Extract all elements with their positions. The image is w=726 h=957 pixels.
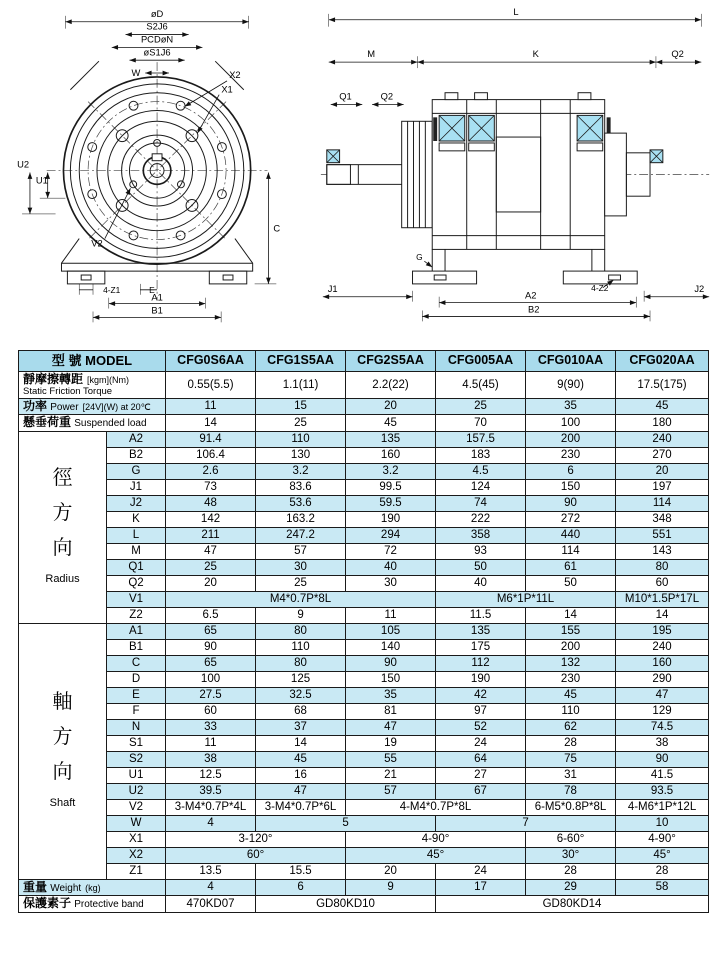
front-view-geometry [47,61,268,300]
dimension-value: 59.5 [346,495,436,511]
dimension-value: 20 [166,575,256,591]
dim-label-v2: V2 [91,238,103,249]
dimension-value: 39.5 [166,783,256,799]
dimension-value: 551 [616,527,709,543]
dimension-value: 110 [256,431,346,447]
front-view-dimensions [17,9,280,323]
dimension-value: 190 [346,511,436,527]
table-header-row [19,351,709,372]
model-name-cfg010aa: CFG010AA [526,351,616,372]
dimension-value: 80 [616,559,709,575]
dimension-value: 52 [436,719,526,735]
footer-value: GD80KD14 [436,896,709,913]
footer-value: 470KD07 [166,896,256,913]
dim-label-q2: Q2 [380,91,394,102]
spec-value: 14 [166,415,256,432]
dimension-value: 30 [256,559,346,575]
table-row [19,591,709,607]
dimension-value: 14 [256,735,346,751]
dim-label-q2-top: Q2 [671,49,684,60]
spec-value: 35 [526,398,616,415]
table-row [19,623,709,639]
dimension-label: G [107,463,166,479]
dimension-value: 35 [346,687,436,703]
spec-value: 20 [346,398,436,415]
dimension-label: S2 [107,751,166,767]
dimension-value: 57 [346,783,436,799]
dimension-value: 41.5 [616,767,709,783]
dimension-value: 240 [616,639,709,655]
dimension-value: 25 [256,575,346,591]
dimension-value: 230 [526,447,616,463]
table-row [19,671,709,687]
dimension-value: 33 [166,719,256,735]
dimension-value: 74.5 [616,719,709,735]
dimension-value: 32.5 [256,687,346,703]
dimension-value: 160 [346,447,436,463]
footer-value: 17 [436,879,526,896]
dimension-value: 24 [436,735,526,751]
spec-value: 2.2(22) [346,372,436,399]
dimension-label: N [107,719,166,735]
side-view-drawing [318,5,714,345]
dimension-label: B2 [107,447,166,463]
dimension-value: 68 [256,703,346,719]
dimension-value: 38 [166,751,256,767]
dimension-value: 4.5 [436,463,526,479]
dimension-value: 272 [526,511,616,527]
dimension-value: 12.5 [166,767,256,783]
spec-row-label: 懸垂荷重 Suspended load [19,415,166,432]
table-row [19,415,709,432]
table-row [19,783,709,799]
dimension-value: 11 [346,607,436,623]
dimension-label: V2 [107,799,166,815]
dim-label-l: L [513,6,519,17]
dimension-value: 4-90° [346,831,526,847]
table-row [19,735,709,751]
dimension-value: 19 [346,735,436,751]
spec-value: 25 [256,415,346,432]
dimension-value: 125 [256,671,346,687]
dimension-value: 91.4 [166,431,256,447]
dimension-value: 21 [346,767,436,783]
table-row [19,767,709,783]
spec-value: 9(90) [526,372,616,399]
dimension-value: 183 [436,447,526,463]
table-row [19,831,709,847]
dimension-value: 114 [526,543,616,559]
dimension-value: 81 [346,703,436,719]
section-title: 徑 方 向 Radius [19,431,107,623]
dimension-value: 3-120° [166,831,346,847]
dimension-value: 28 [526,863,616,879]
dim-label-u2: U2 [17,159,30,170]
dimension-value: 47 [256,783,346,799]
side-view-geometry [321,93,709,284]
dimension-value: 7 [436,815,616,831]
dimension-value: 14 [616,607,709,623]
spec-value: 180 [616,415,709,432]
model-name-cfg1s5aa: CFG1S5AA [256,351,346,372]
dimension-value: 78 [526,783,616,799]
dimension-value: M10*1.5P*17L [616,591,709,607]
dimension-label: Q1 [107,559,166,575]
dimension-value: 48 [166,495,256,511]
table-row [19,879,709,896]
table-row [19,655,709,671]
dimension-label: U2 [107,783,166,799]
spec-value: 17.5(175) [616,372,709,399]
dimension-value: 114 [616,495,709,511]
dimension-value: 200 [526,431,616,447]
dimension-value: 45° [346,847,526,863]
dimension-value: 110 [256,639,346,655]
dimension-value: 60° [166,847,346,863]
front-view-drawing [12,5,312,345]
dimension-value: 65 [166,623,256,639]
model-name-cfg0s6aa: CFG0S6AA [166,351,256,372]
dimension-value: 9 [256,607,346,623]
dimension-value: 20 [616,463,709,479]
dimension-value: 64 [436,751,526,767]
table-row [19,495,709,511]
footer-row-label: 保護素子 Protective band [19,896,166,913]
dimension-value: 67 [436,783,526,799]
dim-label-k: K [532,49,539,60]
table-row [19,703,709,719]
dimension-value: 240 [616,431,709,447]
table-row [19,799,709,815]
dimension-value: 74 [436,495,526,511]
dimension-value: 75 [526,751,616,767]
dimension-value: 73 [166,479,256,495]
dimension-value: 28 [526,735,616,751]
dimension-label: B1 [107,639,166,655]
dimension-value: 30 [346,575,436,591]
dimension-value: 112 [436,655,526,671]
dimension-value: 97 [436,703,526,719]
dimension-value: 99.5 [346,479,436,495]
dimension-value: 211 [166,527,256,543]
table-row [19,479,709,495]
model-name-cfg2s5aa: CFG2S5AA [346,351,436,372]
dimension-value: 27.5 [166,687,256,703]
spec-row-label: 靜摩擦轉距 [kgm](Nm) Static Friction Torque [19,372,166,399]
dimension-label: S1 [107,735,166,751]
dimension-value: 30° [526,847,616,863]
dimension-value: 10 [616,815,709,831]
dimension-label: Z1 [107,863,166,879]
dim-label-b1: B1 [151,305,163,316]
spec-value: 100 [526,415,616,432]
table-row [19,511,709,527]
dimension-value: 31 [526,767,616,783]
dim-label-x1: X1 [221,84,233,95]
dimension-value: 90 [526,495,616,511]
dimension-label: J1 [107,479,166,495]
dimension-value: 190 [436,671,526,687]
footer-value: 9 [346,879,436,896]
dimension-value: 290 [616,671,709,687]
dimension-value: 294 [346,527,436,543]
dimension-value: 197 [616,479,709,495]
dimension-value: 230 [526,671,616,687]
dimension-value: 38 [616,735,709,751]
dimension-value: 4-90° [616,831,709,847]
dimension-value: 90 [616,751,709,767]
dimension-value: 11 [166,735,256,751]
dimension-label: F [107,703,166,719]
dimension-value: 42 [436,687,526,703]
dimension-value: 6 [526,463,616,479]
dimension-value: 61 [526,559,616,575]
model-name-cfg020aa: CFG020AA [616,351,709,372]
dim-label-a2: A2 [525,290,537,301]
dimension-value: 80 [256,655,346,671]
dim-label-4z2: 4-Z2 [591,282,609,293]
dim-label-w: W [131,67,141,78]
dimension-value: 50 [436,559,526,575]
dimension-value: 15.5 [256,863,346,879]
dimension-value: 20 [346,863,436,879]
dimension-value: 24 [436,863,526,879]
dimension-value: 60 [616,575,709,591]
table-row [19,719,709,735]
dimension-value: 16 [256,767,346,783]
dim-label-outer-diameter: øD [150,8,164,19]
dimension-value: 358 [436,527,526,543]
dimension-value: M6*1P*11L [436,591,616,607]
dimension-label: W [107,815,166,831]
dim-label-s2j6: S2J6 [146,21,168,32]
spec-value: 25 [436,398,526,415]
dimension-value: 27 [436,767,526,783]
dimension-label: M [107,543,166,559]
dimension-label: C [107,655,166,671]
dimension-value: 163.2 [256,511,346,527]
table-row [19,639,709,655]
spec-value: 4.5(45) [436,372,526,399]
table-row [19,751,709,767]
dim-label-c: C [273,223,281,234]
dimension-value: 47 [346,719,436,735]
table-row [19,607,709,623]
dim-label-b2: B2 [528,304,540,315]
dimension-value: 247.2 [256,527,346,543]
dimension-value: 37 [256,719,346,735]
table-row [19,896,709,913]
table-row [19,543,709,559]
dimension-value: 50 [526,575,616,591]
dimension-value: 155 [526,623,616,639]
footer-value: 58 [616,879,709,896]
table-row [19,398,709,415]
dim-label-j1: J1 [327,283,338,294]
dimension-label: Q2 [107,575,166,591]
spec-table [18,350,709,913]
dimension-value: 100 [166,671,256,687]
dimension-label: A2 [107,431,166,447]
spec-value: 1.1(11) [256,372,346,399]
dimension-value: 160 [616,655,709,671]
table-row [19,815,709,831]
spec-value: 45 [346,415,436,432]
dimension-value: 3-M4*0.7P*4L [166,799,256,815]
dimension-value: 222 [436,511,526,527]
dimension-value: 129 [616,703,709,719]
dimension-value: 135 [436,623,526,639]
dimension-label: E [107,687,166,703]
dimension-value: 6-60° [526,831,616,847]
dimension-value: 195 [616,623,709,639]
dimension-value: 135 [346,431,436,447]
dim-label-u1: U1 [35,175,48,186]
table-row [19,463,709,479]
dimension-value: 150 [526,479,616,495]
dimension-label: K [107,511,166,527]
dimension-value: 4 [166,815,256,831]
dimension-value: 105 [346,623,436,639]
table-row [19,527,709,543]
spec-value: 70 [436,415,526,432]
dimension-value: 55 [346,751,436,767]
dimension-label: U1 [107,767,166,783]
dimension-value: 200 [526,639,616,655]
dim-label-x2: X2 [229,69,241,80]
dimension-value: 45 [256,751,346,767]
model-name-cfg005aa: CFG005AA [436,351,526,372]
spec-value: 15 [256,398,346,415]
footer-value: 6 [256,879,346,896]
dimension-value: 80 [256,623,346,639]
dimension-value: 2.6 [166,463,256,479]
dimension-value: 348 [616,511,709,527]
dim-label-pcd-n: PCDøN [140,34,174,45]
dimension-label: X1 [107,831,166,847]
dim-label-j2: J2 [694,283,705,294]
spec-value: 0.55(5.5) [166,372,256,399]
dimension-value: 72 [346,543,436,559]
dim-label-g: G [416,252,423,263]
dimension-value: 4-M6*1P*12L [616,799,709,815]
dimension-value: 40 [436,575,526,591]
table-row [19,372,709,399]
dimension-value: 45° [616,847,709,863]
spec-row-label: 功率 Power [24V](W) at 20℃ [19,398,166,415]
dimension-label: X2 [107,847,166,863]
table-row [19,447,709,463]
table-row [19,847,709,863]
dimension-value: 110 [526,703,616,719]
table-row [19,559,709,575]
table-row [19,431,709,447]
dim-label-s1j6: øS1J6 [143,47,171,58]
table-row [19,575,709,591]
dimension-label: L [107,527,166,543]
dimension-value: 142 [166,511,256,527]
dimension-value: 90 [346,655,436,671]
dim-label-a1: A1 [151,292,163,303]
footer-value: 4 [166,879,256,896]
dimension-value: 57 [256,543,346,559]
dimension-label: Z2 [107,607,166,623]
spec-value: 45 [616,398,709,415]
section-title: 軸 方 向 Shaft [19,623,107,879]
table-row [19,687,709,703]
dimension-label: J2 [107,495,166,511]
dimension-value: 157.5 [436,431,526,447]
dimension-value: 175 [436,639,526,655]
dimension-value: 40 [346,559,436,575]
dimension-value: 3-M4*0.7P*6L [256,799,346,815]
dimension-value: 53.6 [256,495,346,511]
dimension-label: A1 [107,623,166,639]
dimension-value: M4*0.7P*8L [166,591,436,607]
dimension-value: 130 [256,447,346,463]
dimension-value: 25 [166,559,256,575]
dimension-value: 90 [166,639,256,655]
dim-label-m: M [367,49,376,60]
dimension-value: 28 [616,863,709,879]
dimension-value: 270 [616,447,709,463]
dimension-value: 93 [436,543,526,559]
dim-label-e: E [149,284,155,295]
dimension-value: 143 [616,543,709,559]
dimension-value: 83.6 [256,479,346,495]
dimension-value: 60 [166,703,256,719]
dim-label-4z1: 4-Z1 [103,284,121,295]
dimension-value: 65 [166,655,256,671]
dimension-value: 106.4 [166,447,256,463]
dimension-value: 13.5 [166,863,256,879]
dim-label-q1: Q1 [339,91,352,102]
dimension-value: 11.5 [436,607,526,623]
dimension-value: 47 [166,543,256,559]
spec-value: 11 [166,398,256,415]
dimension-value: 4-M4*0.7P*8L [346,799,526,815]
dimension-value: 124 [436,479,526,495]
dimension-value: 45 [526,687,616,703]
dimension-value: 150 [346,671,436,687]
footer-value: GD80KD10 [256,896,436,913]
dimension-value: 62 [526,719,616,735]
dimension-value: 93.5 [616,783,709,799]
model-header-label: 型 號 MODEL [19,351,166,372]
table-row [19,863,709,879]
dimension-value: 440 [526,527,616,543]
dimension-value: 3.2 [256,463,346,479]
dimension-label: D [107,671,166,687]
footer-value: 29 [526,879,616,896]
dimension-value: 6.5 [166,607,256,623]
dimension-value: 3.2 [346,463,436,479]
dimension-value: 14 [526,607,616,623]
dimension-label: V1 [107,591,166,607]
footer-row-label: 重量 Weight (kg) [19,879,166,896]
dimension-value: 140 [346,639,436,655]
dimension-value: 6-M5*0.8P*8L [526,799,616,815]
dimension-value: 5 [256,815,436,831]
dimension-value: 132 [526,655,616,671]
dimension-value: 47 [616,687,709,703]
